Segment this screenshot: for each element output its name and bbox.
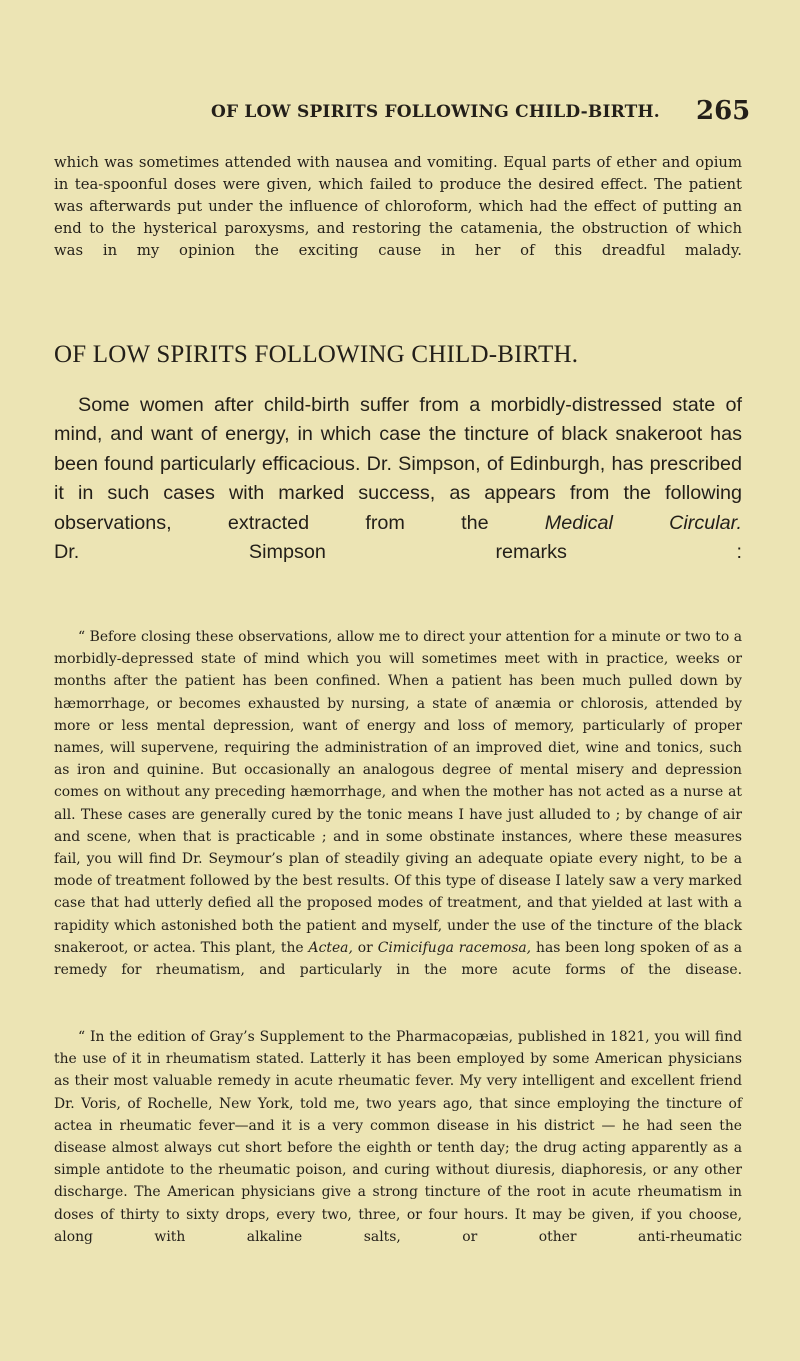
journal-title: Medical Circular. (544, 511, 742, 534)
quote-1-part1: “ Before closing these observations, allow me to direct your attention for a minute or two to a morbidly-depressed state of mind which you will sometimes meet with in practice, weeks or months after the patient has been confined. When a patient has been much pulled down by hæmorrhage, or becomes exhausted by nursing, a state of anæmia or chlorosis, attended by more or less mental depression, want of energy and loss of memory, particularly of proper names, will supervene, requiring the administration of an improved diet, wine and tonics, such as iron and quinine. But occasionally an analogous degree of mental misery and depression comes on without any preceding hæmorrhage, and when the mother has not acted as a nurse at all. These cases are generally cured by the tonic means I have just alluded to ; by change of air and scene, when that is practicable ; and in some obstinate instances, where these measures fail, you will find Dr. Seymour’s plan of steadily giving an adequate opiate every night, to be a mode of treatment followed by the best results. Of this type of disease I lately saw a very marked case that had utterly defied all the proposed modes of treatment, and that yielded at last with a rapidity which astonished both the patient and myself, under the use of the tincture of the black snakeroot, or actea. This plant, the (54, 629, 742, 956)
species-name: Cimicifuga racemosa, (377, 939, 532, 956)
genus-name: Actea, (308, 939, 353, 956)
running-head (0, 96, 800, 126)
main-paragraph-text: Some women after child-birth suffer from a morbidly-distressed state of mind, and want of energy, in which case the tincture of black snakeroot has been found particularly efficacious. Dr. Simpson, of Edinburgh, has prescribed it in such cases with marked success, as appears from the following observations, extracted from the (54, 394, 742, 534)
page-number: 265 (696, 96, 751, 126)
main-paragraph (54, 391, 742, 567)
section-heading: OF LOW SPIRITS FOLLOWING CHILD-BIRTH. (54, 341, 579, 368)
main-paragraph-tail: Dr. Simpson remarks : (54, 541, 742, 564)
intro-paragraph: which was sometimes attended with nausea and vomiting. Equal parts of ether and opium in tea-spoonful doses were given, which failed to produce the desired effect. The patient was afterwards put under the influence of chloroform, which had the effect of putting an end to the hysterical paroxysms, and restoring the catamenia, the obstruction of which was in my opinion the exciting cause in her of this dreadful malady. (54, 154, 742, 259)
running-title: OF LOW SPIRITS FOLLOWING CHILD-BIRTH. (211, 102, 660, 122)
quote-1-part2: has been long spoken of as a remedy for rheumatism, and particularly in the more acute forms of the disease. (54, 939, 742, 979)
quote-paragraph-2: “ In the edition of Gray’s Supplement to the Pharmacopæias, published in 1821, you will find the use of it in rheumatism stated. Latterly it has been employed by some American physicians as their most valuable remedy in acute rheumatic fever. My very intelligent and excellent friend Dr. Voris, of Rochelle, New York, told me, two years ago, that since employing the tincture of actea in rheumatic fever—and it is a very common disease in his district — he had seen the disease almost always cut short before the eighth or tenth day; the drug acting apparently as a simple antidote to the rheumatic poison, and curing without diuresis, diaphoresis, or any other discharge. The American physicians give a strong tincture of the root in acute rheumatism in doses of thirty to sixty drops, every two, three, or four hours. It may be given, if you choose, along with alkaline salts, or other anti-rheumatic (54, 1029, 742, 1245)
or-word: or (357, 939, 373, 956)
quote-paragraph-1 (54, 626, 742, 981)
